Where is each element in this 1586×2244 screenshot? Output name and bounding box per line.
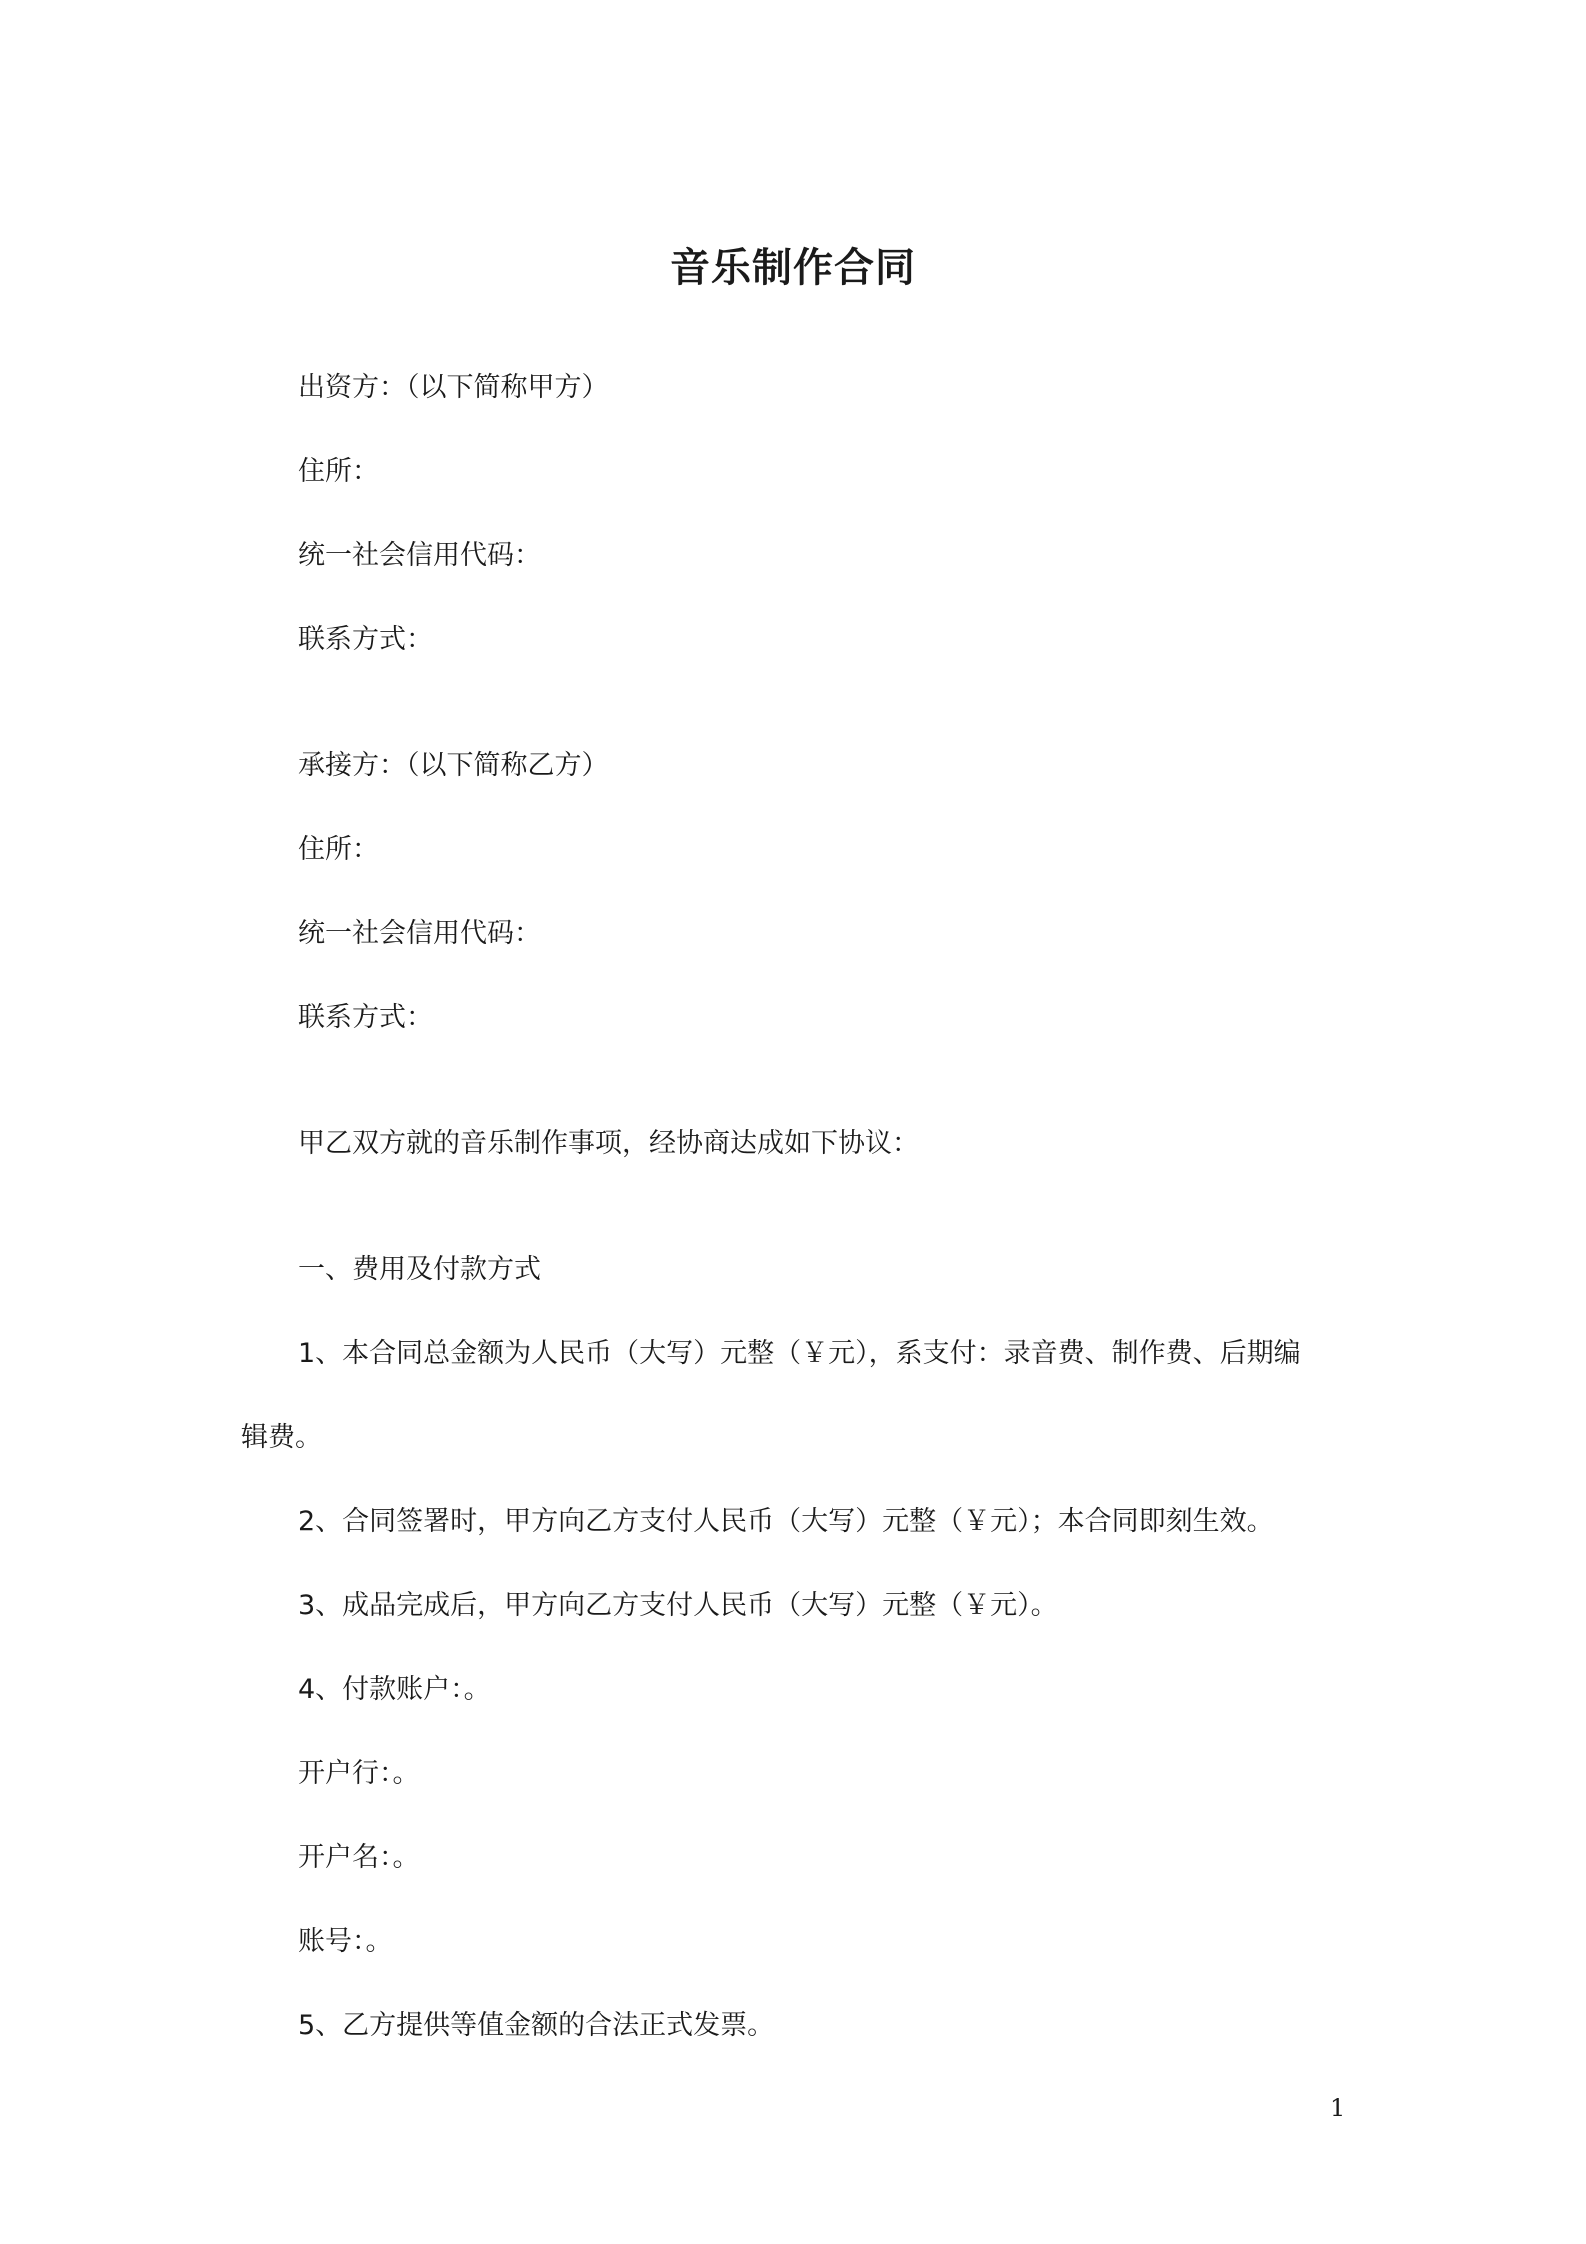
party-a-address-label: 住所： <box>298 456 379 487</box>
section1-item3: 3、成品完成后，甲方向乙方支付人民币（大写）元整（￥元）。 <box>298 1590 1058 1621</box>
section1-heading: 一、费用及付款方式 <box>298 1254 541 1285</box>
document-title: 音乐制作合同 <box>670 245 916 291</box>
party-a-credit-code-label: 统一社会信用代码： <box>298 540 541 571</box>
party-a-header: 出资方：（以下简称甲方） <box>298 372 609 403</box>
account-number-label: 账号：。 <box>298 1926 393 1957</box>
party-a-contact-label: 联系方式： <box>298 624 433 655</box>
preamble: 甲乙双方就的音乐制作事项，经协商达成如下协议： <box>298 1128 919 1159</box>
bank-label: 开户行：。 <box>298 1758 420 1789</box>
page-number: 1 <box>1330 2094 1346 2122</box>
party-b-header: 承接方：（以下简称乙方） <box>298 750 609 781</box>
party-b-contact-label: 联系方式： <box>298 1002 433 1033</box>
party-b-credit-code-label: 统一社会信用代码： <box>298 918 541 949</box>
section1-item2: 2、合同签署时，甲方向乙方支付人民币（大写）元整（￥元）；本合同即刻生效。 <box>298 1506 1274 1537</box>
section1-item1-line1: 1、本合同总金额为人民币（大写）元整（￥元），系支付：录音费、制作费、后期编 <box>298 1338 1301 1369</box>
section1-item5: 5、乙方提供等值金额的合法正式发票。 <box>298 2010 775 2041</box>
party-b-address-label: 住所： <box>298 834 379 865</box>
section1-item1-line2: 辑费。 <box>241 1422 322 1453</box>
section1-item4: 4、付款账户：。 <box>298 1674 491 1705</box>
account-name-label: 开户名：。 <box>298 1842 420 1873</box>
